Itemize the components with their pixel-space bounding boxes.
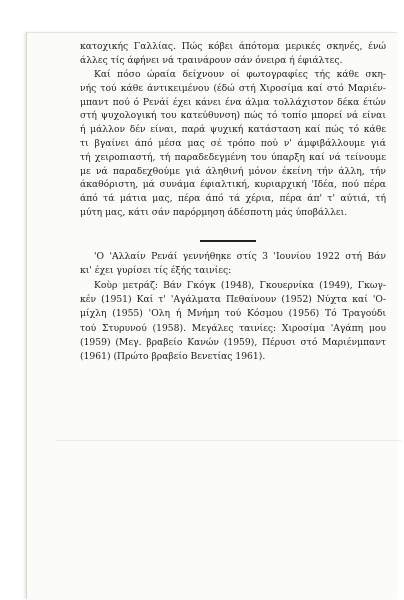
text-line: κι' έχει γυρίσει τίς έξής ταινίες: [80, 265, 232, 277]
text-line: 'Ο 'Αλλαίν Ρενάί γεννήθηκε στίς 3 'Ιουνίου 1922 στή Βάν [94, 251, 386, 262]
text-line: στή ψυχολογική του κατεύθυνση) πώς τό τοπίο μπορεί νά είναι [80, 110, 386, 122]
text-line: τή χειροπιαστή, τή παραδεδεγμένη του ύπαρξη καί νά τείνουμε [80, 151, 386, 163]
text-line: ή μάλλον δέν είναι, παρά ψυχική κατάσταση καί πώς τό κάθε [80, 124, 386, 136]
text-line: μύτη μας, κάτι σάν παρόρμηση άδέσποτη μάς ύποβάλλει. [80, 206, 348, 218]
text-line: (1959) (Μεγ. βραβείο Κανών (1959), Πέρυσι στό Μαριένμπαντ [80, 336, 386, 348]
text-line: με νά παραδεχθούμε γιά άληθινή μόνον έκείνη τήν άλλη, τήν [80, 165, 386, 177]
text-line: κατοχικής Γαλλίας. Πώς κόβει άπότομα μερικές σκηνές, ένώ [80, 41, 386, 52]
text-line: τού Στυρυνού (1958). Μεγάλες ταινίες: Χιροσίμα 'Αγάπη μου [80, 322, 386, 334]
filmography-note [80, 279, 386, 364]
paragraph-film-scenes [80, 40, 386, 68]
text-line: μίχλη (1955) 'Ολη ή Μνήμη τού Κόσμου (1956) Τό Τραγούδι [80, 308, 386, 320]
paragraph-photography [80, 68, 386, 220]
paper-fold-line [56, 440, 402, 441]
biography-note [80, 250, 386, 278]
text-line: μπαντ πού ό Ρενάί έχει κάνει ένα άλμα τολλάχιστον δέκα έτών [80, 96, 386, 108]
text-line: άκαθόριστη, μά συνάμα έφιαλτική, κυριαρχική 'Ιδέα, πού πέρα [80, 179, 386, 191]
text-line: άλλες τίς άφήνει νά τραινάρουν σάν όνειρα ή έφιάλτες. [80, 54, 343, 66]
text-line: κέν (1951) Καί τ' 'Αγάλματα Πεθαίνουν (1952) Νύχτα καί 'Ο- [80, 294, 386, 306]
section-separator [200, 240, 256, 242]
text-line: Κοὺρ μετράζ: Βάν Γκόγκ (1948), Γκουερνίκα (1949), Γκωγ- [94, 280, 386, 291]
text-line: (1961) (Πρώτο βραβείο Βενετίας 1961). [80, 351, 266, 363]
text-line: άπό τά μάτια μας, πέρα άπό τά χέρια, πέρα άπ' τ' αύτιά, τή [80, 193, 386, 205]
text-line: Καί πόσο ώραία δείχνουν οί φωτογραφίες τής κάθε σκη- [94, 69, 386, 80]
text-line: νής τού κάθε άντικειμένου (έδώ στή Χιροσίμα καί στό Μαριέν- [80, 82, 386, 94]
text-line: τι βγαίνει άπό μέσα μας σέ τρόπο πού ν' άμφιβάλλουμε γιά [80, 137, 386, 149]
